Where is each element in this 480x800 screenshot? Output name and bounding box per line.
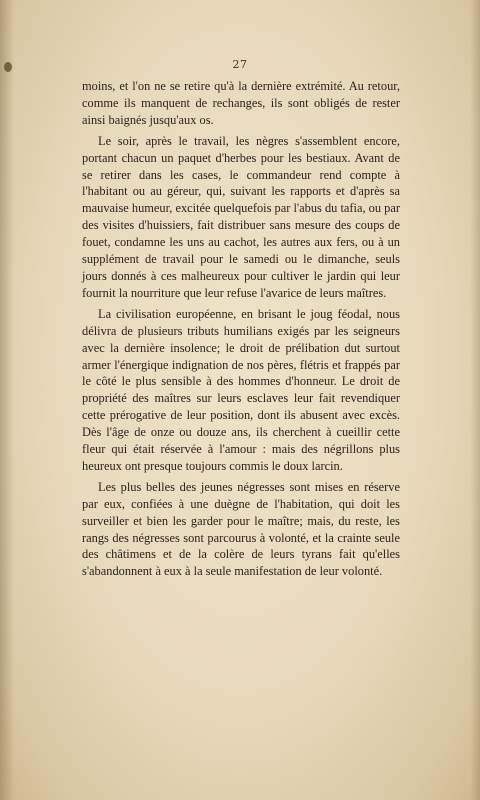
binding-shadow	[0, 0, 14, 800]
page-number: 27	[232, 58, 248, 71]
paragraph-2: Le soir, après le travail, les nègres s'assemblent encore, portant chacun un paquet d'herbes pour les bestiaux. Avant de se retirer dans les cases, le commandeur rend compte à l'habitant ou au géreur, qui, suivant les rapports et d'après sa mauvaise humeur, excitée quelquefois par l'abus du tafia, ou par des visites d'huissiers, fait distribuer sans mesure des coups de fouet, condamne les uns au cachot, les autres aux fers, ou à un supplément de travail pour le samedi ou le dimanche, seuls jours donnés à ces malheureux pour cultiver le jardin qui leur fournit la nourriture que leur refuse l'avarice de leurs maîtres.	[82, 133, 400, 300]
paragraph-4: Les plus belles des jeunes négresses sont mises en réserve par eux, confiées à une duègne de l'habitation, qui doit les surveiller et bien les garder pour le maître; mais, du reste, les rangs des négresses sont parcourus à volonté, et la crainte seule des châtimens et de la colère de leurs tyrans fait qu'elles s'abandonnent à eux à la seule manifestation de leur volonté.	[82, 479, 400, 579]
page-edge-shadow	[470, 0, 480, 800]
paragraph-1: moins, et l'on ne se retire qu'à la dernière extrémité. Au retour, comme ils manquent de rechanges, ils sont obligés de rester ainsi baignés jusqu'aux os.	[82, 79, 400, 127]
body-text	[82, 78, 400, 584]
paragraph-3: La civilisation européenne, en brisant le joug féodal, nous délivra de plusieurs tributs humilians exigés par les seigneurs avec la dernière insolence; le droit de prélibation dut surtout armer l'énergique indignation de nos pères, flétris et frappés par le côté le plus sensible à des hommes d'honneur. Le droit de propriété des maîtres sur leurs esclaves leur fait revendiquer cette prérogative de leur position, dont ils abusent avec excès. Dès l'âge de onze ou douze ans, ils cherchent à cueillir cette fleur qui était réservée à l'amour : mais des négrillons plus heureux ont presque toujours commis le doux larcin.	[82, 306, 400, 473]
